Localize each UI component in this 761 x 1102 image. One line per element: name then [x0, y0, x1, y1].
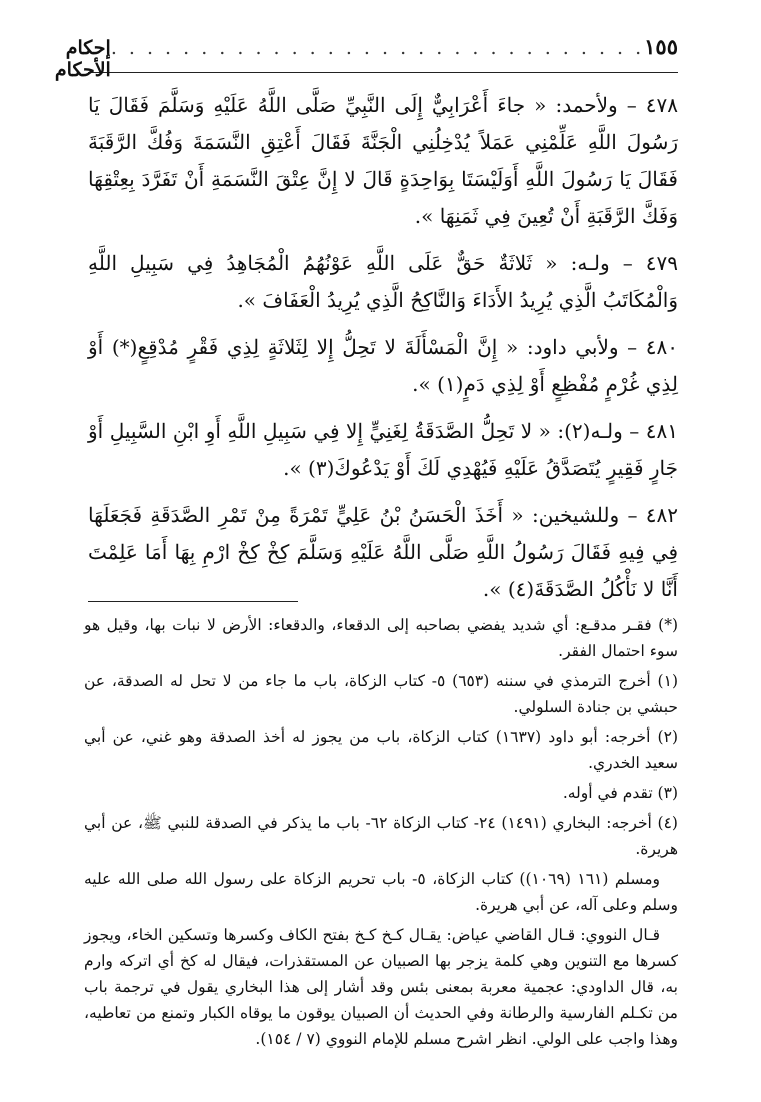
hadith-number: ٤٨٠: [645, 335, 679, 359]
book-title: إحكام الأحكام: [54, 37, 111, 81]
hadith-text: « أَخَذَ الْحَسَنُ بْنُ عَلِيٍّ تَمْرَةً مِنْ تَمْرِ الصَّدَقَةِ فَجَعَلَهَا فِي فِيهِ فَقَالَ رَسُولُ اللَّهِ صَلَّى اللَّهُ عَلَيْهِ وَسَلَّمَ كِخْ كِخْ ارْمِ بِهَا أَمَا عَلِمْتَ أَنَّا لا نَأْكُلُ الصَّدَقَةَ(٤) ».: [88, 503, 678, 601]
footnote-4-continuation: ومسلم (١٦١ (١٠٦٩)) كتاب الزكاة، ٥- باب تحريم الزكاة على رسول الله صلى الله عليه وسلم وعلى آله، عن أبي هريرة.: [84, 870, 678, 914]
footnote-separator-line: [88, 601, 298, 602]
hadith-479: [88, 245, 678, 319]
hadith-number: ٤٧٩: [645, 251, 679, 275]
footnote-1: (١) أخرج الترمذي في سننه (٦٥٣) ٥- كتاب الزكاة، باب ما جاء من لا تحل له الصدقة، عن حبشي بن جنادة السلولي.: [84, 672, 678, 716]
footnote-3: (٣) تقدم في أوله.: [562, 784, 678, 802]
hadith-480: [88, 329, 678, 403]
footnotes: [84, 612, 678, 1052]
footnote-4: (٤) أخرجه: البخاري (١٤٩١) ٢٤- كتاب الزكاة ٦٢- باب ما يذكر في الصدقة للنبي ﷺ، عن أبي هريرة.: [84, 814, 678, 858]
hadith-source: – ولأحمد:: [555, 93, 637, 117]
hadith-482: [88, 497, 678, 608]
footnote-star: (*) فقـر مدقـع: أي شديد يفضي بصاحبه إلى الدقعاء، والدقعاء: الأرض لا نبات بها، وقيل هو سوء احتمال الفقر.: [84, 616, 678, 660]
hadith-source: – ولـه(٢):: [557, 419, 640, 443]
hadith-478: [88, 87, 678, 235]
page-body: [54, 34, 679, 618]
hadith-text: « جاءَ أَعْرَابِيٌّ إِلَى النَّبِيِّ صَلَّى اللَّهُ عَلَيْهِ وَسَلَّمَ فَقَالَ يَا رَسُولَ اللَّهِ عَلِّمْنِي عَمَلاً يُدْخِلُنِي الْجَنَّةَ فَقَالَ أَعْتِقِ النَّسَمَةَ وَفُكَّ الرَّقَبَةَ فَقَالَ يَا رَسُولَ اللَّهِ أَوَلَيْسَتَا بِوَاحِدَةٍ قَالَ لا إِنَّ عِتْقَ النَّسَمَةِ أَنْ تَفَرَّدَ بِعِتْقِهَا وَفَكَّ الرَّقَبَةِ أَنْ تُعِينَ فِي ثَمَنِهَا ».: [88, 93, 678, 228]
hadith-text: « لا تَحِلُّ الصَّدَقَةُ لِغَنِيٍّ إِلا فِي سَبِيلِ اللَّهِ أَوِ ابْنِ السَّبِيلِ أَوْ جَارٍ فَقِيرٍ يُتَصَدَّقُ عَلَيْهِ فَيُهْدِي لَكَ أَوْ يَدْعُوكَ(٣) ».: [88, 419, 678, 480]
hadith-number: ٤٨١: [645, 419, 679, 443]
footnote-2: (٢) أخرجه: أبو داود (١٦٣٧) كتاب الزكاة، باب من يجوز له أخذ الصدقة وهو غني، عن أبي سعيد الخدري.: [84, 728, 678, 772]
hadith-number: ٤٧٨: [645, 93, 679, 117]
hadith-481: [88, 413, 678, 487]
hadith-text: « إِنَّ الْمَسْأَلَةَ لا تَحِلُّ إِلا لِثَلاثَةٍ لِذِي فَقْرٍ مُدْقِعٍ(*) أَوْ لِذِي غُرْمٍ مُفْظِعٍ أَوْ لِذِي دَمٍ(١) ».: [88, 335, 678, 396]
nawawi-note: قـال النووي: قـال القاضي عياض: يقـال كـخ كـخ بفتح الكاف وكسرها وتسكين الخاء، ويجوز كسرها مع التنوين وهي كلمة يزجر بها الصبيان عن المستقذرات، فيقال له كخ أي اتركه وارم به، قال الداودي: عجمية معربة بمعنى بئس وقد أشار إلى هذا البخاري يقول في ترجمة باب من تكـلم الفارسية والرطانة وفي الحديث أن الصبيان يوقون ما يوقاه الكبار وتمنع من تعاطيه، وهذا واجب على الولي. انظر اشرح مسلم للإمام النووي (٧ / ١٥٤).: [84, 926, 678, 1048]
page-number: ١٥٥: [644, 34, 678, 59]
hadith-text: « ثَلاثَةٌ حَقٌّ عَلَى اللَّهِ عَوْنُهُمُ الْمُجَاهِدُ فِي سَبِيلِ اللَّهِ وَالْمُكَاتَبُ الَّذِي يُرِيدُ الأَدَاءَ وَالنَّاكِحُ الَّذِي يُرِيدُ الْعَفَافَ ».: [88, 251, 678, 312]
hadith-source: – وللشيخين:: [531, 503, 638, 527]
header-leader-dots: . . . . . . . . . . . . . . . . . . . . . . . . . . . . . .: [110, 37, 645, 59]
hadith-number: ٤٨٢: [645, 503, 678, 527]
hadith-source: – ولـه:: [570, 251, 633, 275]
hadith-list: [88, 87, 678, 608]
hadith-source: – ولأبي داود:: [526, 335, 638, 359]
running-header: [54, 34, 678, 81]
